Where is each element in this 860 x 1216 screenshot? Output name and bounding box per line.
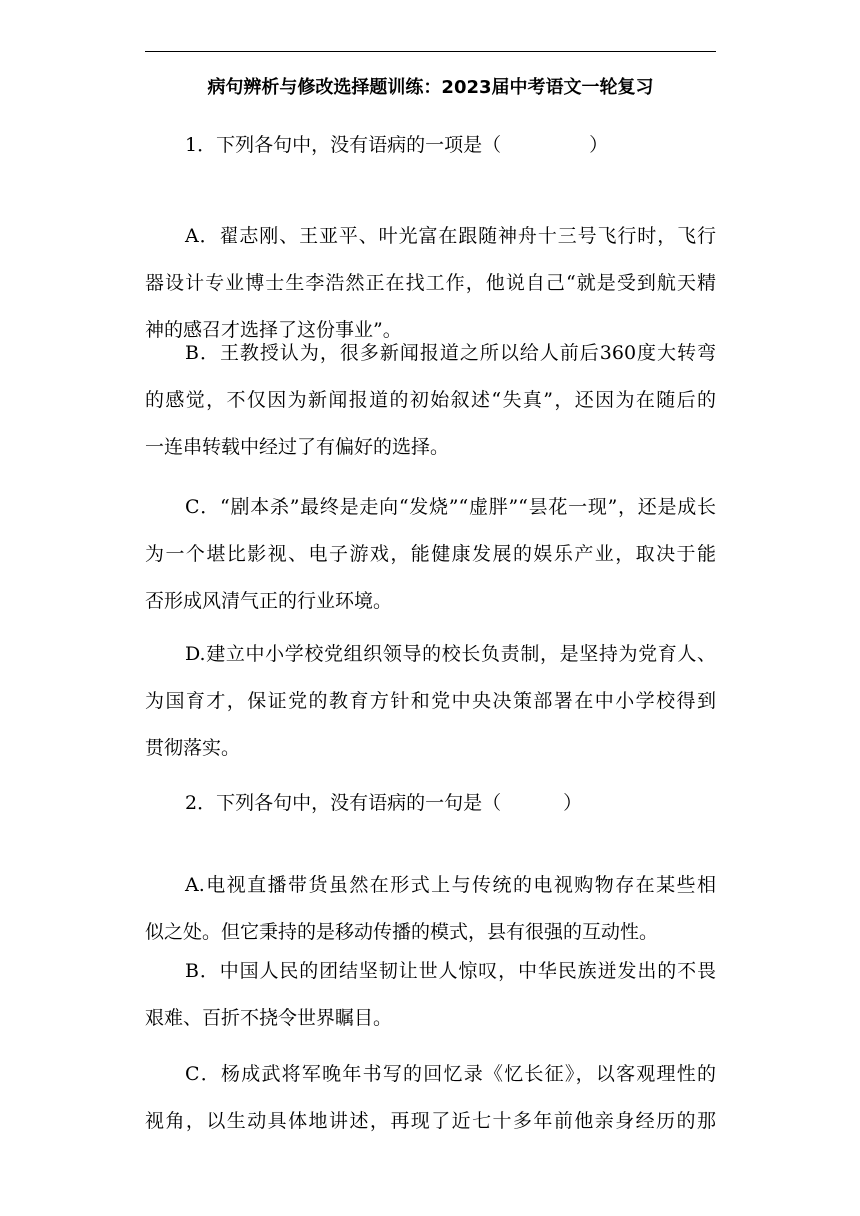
question-1-option-c <box>145 484 716 625</box>
option-line: B．王教授认为，很多新闻报道之所以给人前后360度大转弯 <box>185 342 716 364</box>
question-1-stem-text: 1．下列各句中，没有语病的一项是（ <box>185 134 502 156</box>
question-1-option-b <box>145 330 716 471</box>
question-1-stem <box>145 122 716 169</box>
option-line: C．“剧本杀”最终是走向“发烧”“虚胖”“昙花一现”，还是成长 <box>185 496 716 518</box>
option-line: 视角，以生动具体地讲述，再现了近七十多年前他亲身经历的那 <box>145 1110 716 1132</box>
option-line: 的感觉，不仅因为新闻报道的初始叙述“失真”，还因为在随后的 <box>145 389 716 411</box>
option-line: A．翟志刚、王亚平、叶光富在跟随神舟十三号飞行时，飞行 <box>185 225 716 247</box>
question-2-stem <box>145 780 716 827</box>
option-line: 一连串转载中经过了有偏好的选择。 <box>145 436 450 458</box>
option-line: C．杨成武将军晚年书写的回忆录《忆长征》，以客观理性的 <box>185 1063 716 1085</box>
header-rule <box>145 51 716 52</box>
question-2-option-c <box>145 1051 716 1145</box>
question-1-option-d <box>145 631 716 772</box>
question-1-stem-close: ） <box>589 134 609 156</box>
option-line: 为一个堪比影视、电子游戏，能健康发展的娱乐产业，取决于能 <box>145 543 716 565</box>
option-line: 神的感召才选择了这份事业”。 <box>145 319 402 341</box>
option-line: B．中国人民的团结坚韧让世人惊叹，中华民族迸发出的不畏 <box>185 960 716 982</box>
option-line: 艰难、百折不挠令世界瞩目。 <box>145 1007 393 1029</box>
option-line: 似之处。但它秉持的是移动传播的模式，县有很强的互动性。 <box>145 921 659 943</box>
question-2-stem-close: ） <box>563 792 583 814</box>
option-line: D.建立中小学校党组织领导的校长负责制，是坚持为党育人、 <box>185 643 716 665</box>
option-line: 器设计专业博士生李浩然正在找工作，他说自己“就是受到航天精 <box>145 272 716 294</box>
page-title: 病句辨析与修改选择题训练：2023届中考语文一轮复习 <box>207 77 654 98</box>
option-line: 为国育才，保证党的教育方针和党中央决策部署在中小学校得到 <box>145 690 716 712</box>
question-2-stem-text: 2．下列各句中，没有语病的一句是（ <box>185 792 502 814</box>
question-2-option-a <box>145 862 716 956</box>
option-line: 否形成风清气正的行业环境。 <box>145 590 393 612</box>
question-2-option-b <box>145 948 716 1042</box>
option-line: A.电视直播带货虽然在形式上与传统的电视购物存在某些相 <box>185 874 716 896</box>
option-line: 贯彻落实。 <box>145 737 241 759</box>
